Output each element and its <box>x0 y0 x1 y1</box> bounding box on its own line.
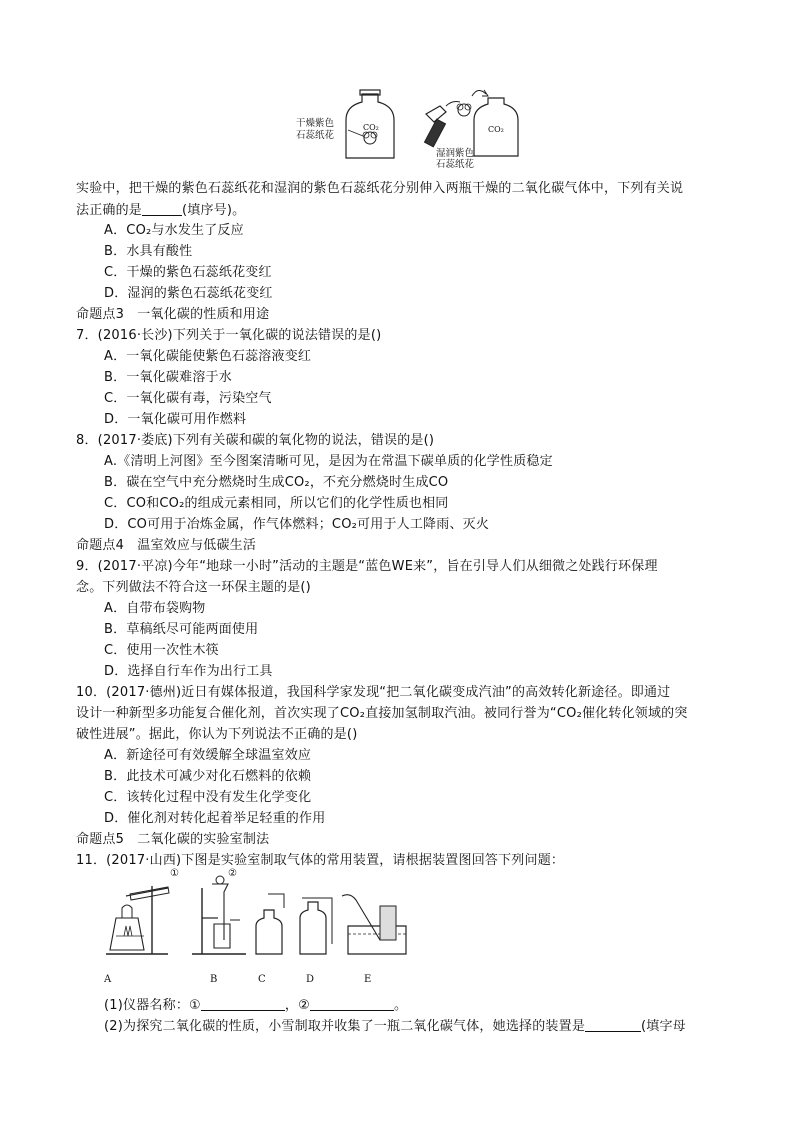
co2-label-left: CO₂ <box>363 123 379 132</box>
q8-option-d: D．CO可用于冶炼金属，作气体燃料；CO₂可用于人工降雨、灭火 <box>104 517 490 532</box>
q9-option-d: D．选择自行车作为出行工具 <box>104 664 273 679</box>
q7-option-d: D．一氧化碳可用作燃料 <box>104 412 247 427</box>
q9-option-c: C．使用一次性木筷 <box>104 643 219 658</box>
dry-flower-label-line1: 干燥紫色 <box>296 118 335 129</box>
question-10-line1: 10．(2017·德州)近日有媒体报道，我国科学家发现“把二氧化碳变成汽油”的高效转化新途径。即通过 <box>76 685 671 700</box>
q8-option-a: A.《清明上河图》至今图案清晰可见，是因为在常温下碳单质的化学性质稳定 <box>104 454 553 469</box>
q10-option-d: D．催化剂对转化起着举足轻重的作用 <box>104 811 326 826</box>
part1-prefix: (1)仪器名称：① <box>104 998 201 1013</box>
experiment-question-line2 <box>76 201 245 220</box>
dry-flower-label-line2: 石蕊纸花 <box>296 130 335 141</box>
part1-suffix: 。 <box>393 998 408 1013</box>
apparatus-label-a: A <box>104 974 112 985</box>
experiment-question-text: 法正确的是 <box>76 203 143 218</box>
q7-option-c: C．一氧化碳有毒，污染空气 <box>104 391 272 406</box>
apparatus-label-c: C <box>258 974 266 985</box>
topic-heading-5: 命题点5 二氧化碳的实验室制法 <box>76 832 270 847</box>
q8-option-c: C．CO和CO₂的组成元素相同，所以它们的化学性质也相同 <box>104 496 449 511</box>
apparatus-figure <box>96 868 416 992</box>
apparatus-illustration <box>96 874 416 974</box>
q10-option-b: B．此技术可减少对化石燃料的依赖 <box>104 769 312 784</box>
experiment-question-suffix: (填序号)。 <box>182 203 246 218</box>
litmus-experiment-figure <box>296 84 520 170</box>
marker-2: ② <box>228 868 237 879</box>
topic-heading-4: 命题点4 温室效应与低碳生活 <box>76 538 257 553</box>
apparatus-label-b: B <box>210 974 218 985</box>
option-a: A．CO₂与水发生了反应 <box>104 223 244 238</box>
wet-flower-label-line1: 湿润紫色 <box>436 148 475 159</box>
question-8-stem: 8．(2017·娄底)下列有关碳和碳的氧化物的说法，错误的是() <box>76 433 435 448</box>
q7-option-a: A．一氧化碳能使紫色石蕊溶液变红 <box>104 349 312 364</box>
blank-instrument-2[interactable] <box>310 996 394 1011</box>
marker-1: ① <box>170 868 179 879</box>
q10-option-c: C．该转化过程中没有发生化学变化 <box>104 790 312 805</box>
part2-suffix: (填字母 <box>641 1019 686 1034</box>
apparatus-label-e: E <box>364 974 372 985</box>
blank-instrument-1[interactable] <box>201 996 285 1011</box>
question-11-stem: 11．(2017·山西)下图是实验室制取气体的常用装置，请根据装置图回答下列问题： <box>76 853 565 868</box>
q8-option-b: B．碳在空气中充分燃烧时生成CO₂，不充分燃烧时生成CO <box>104 475 449 490</box>
q9-option-b: B．草稿纸尽可能两面使用 <box>104 622 259 637</box>
experiment-question-line1: 实验中，把干燥的紫色石蕊纸花和湿润的紫色石蕊纸花分别伸入两瓶干燥的二氧化碳气体中，下列有关说 <box>76 181 684 196</box>
option-d: D．湿润的紫色石蕊纸花变红 <box>104 286 273 301</box>
topic-heading-3: 命题点3 一氧化碳的性质和用途 <box>76 307 270 322</box>
part1-middle: ，② <box>284 998 310 1013</box>
question-11-part1 <box>104 996 407 1015</box>
blank-apparatus-choice[interactable] <box>585 1017 641 1032</box>
q10-option-a: A．新途径可有效缓解全球温室效应 <box>104 748 312 763</box>
answer-blank[interactable] <box>142 201 182 216</box>
part2-text: (2)为探究二氧化碳的性质，小雪制取并收集了一瓶二氧化碳气体，她选择的装置是 <box>104 1019 586 1034</box>
co2-label-right: CO₂ <box>488 125 504 134</box>
question-9-line1: 9．(2017·平凉)今年“地球一小时”活动的主题是“蓝色WE来”，旨在引导人们从细微之处践行环保理 <box>76 559 658 574</box>
question-7-stem: 7．(2016·长沙)下列关于一氧化碳的说法错误的是() <box>76 328 382 343</box>
apparatus-label-d: D <box>306 974 315 985</box>
q9-option-a: A．自带布袋购物 <box>104 601 206 616</box>
q7-option-b: B．一氧化碳难溶于水 <box>104 370 232 385</box>
question-9-line2: 念。下列做法不符合这一环保主题的是() <box>76 580 311 595</box>
option-b: B．水具有酸性 <box>104 244 193 259</box>
wet-flower-label-line2: 石蕊纸花 <box>436 159 475 170</box>
question-11-part2 <box>104 1017 686 1036</box>
question-10-line3: 破性进展”。据此，你认为下列说法不正确的是() <box>76 727 358 742</box>
question-10-line2: 设计一种新型多功能复合催化剂，首次实现了CO₂直接加氢制取汽油。被同行誉为“CO₂催化转化领域的突 <box>76 706 688 721</box>
option-c: C．干燥的紫色石蕊纸花变红 <box>104 265 272 280</box>
